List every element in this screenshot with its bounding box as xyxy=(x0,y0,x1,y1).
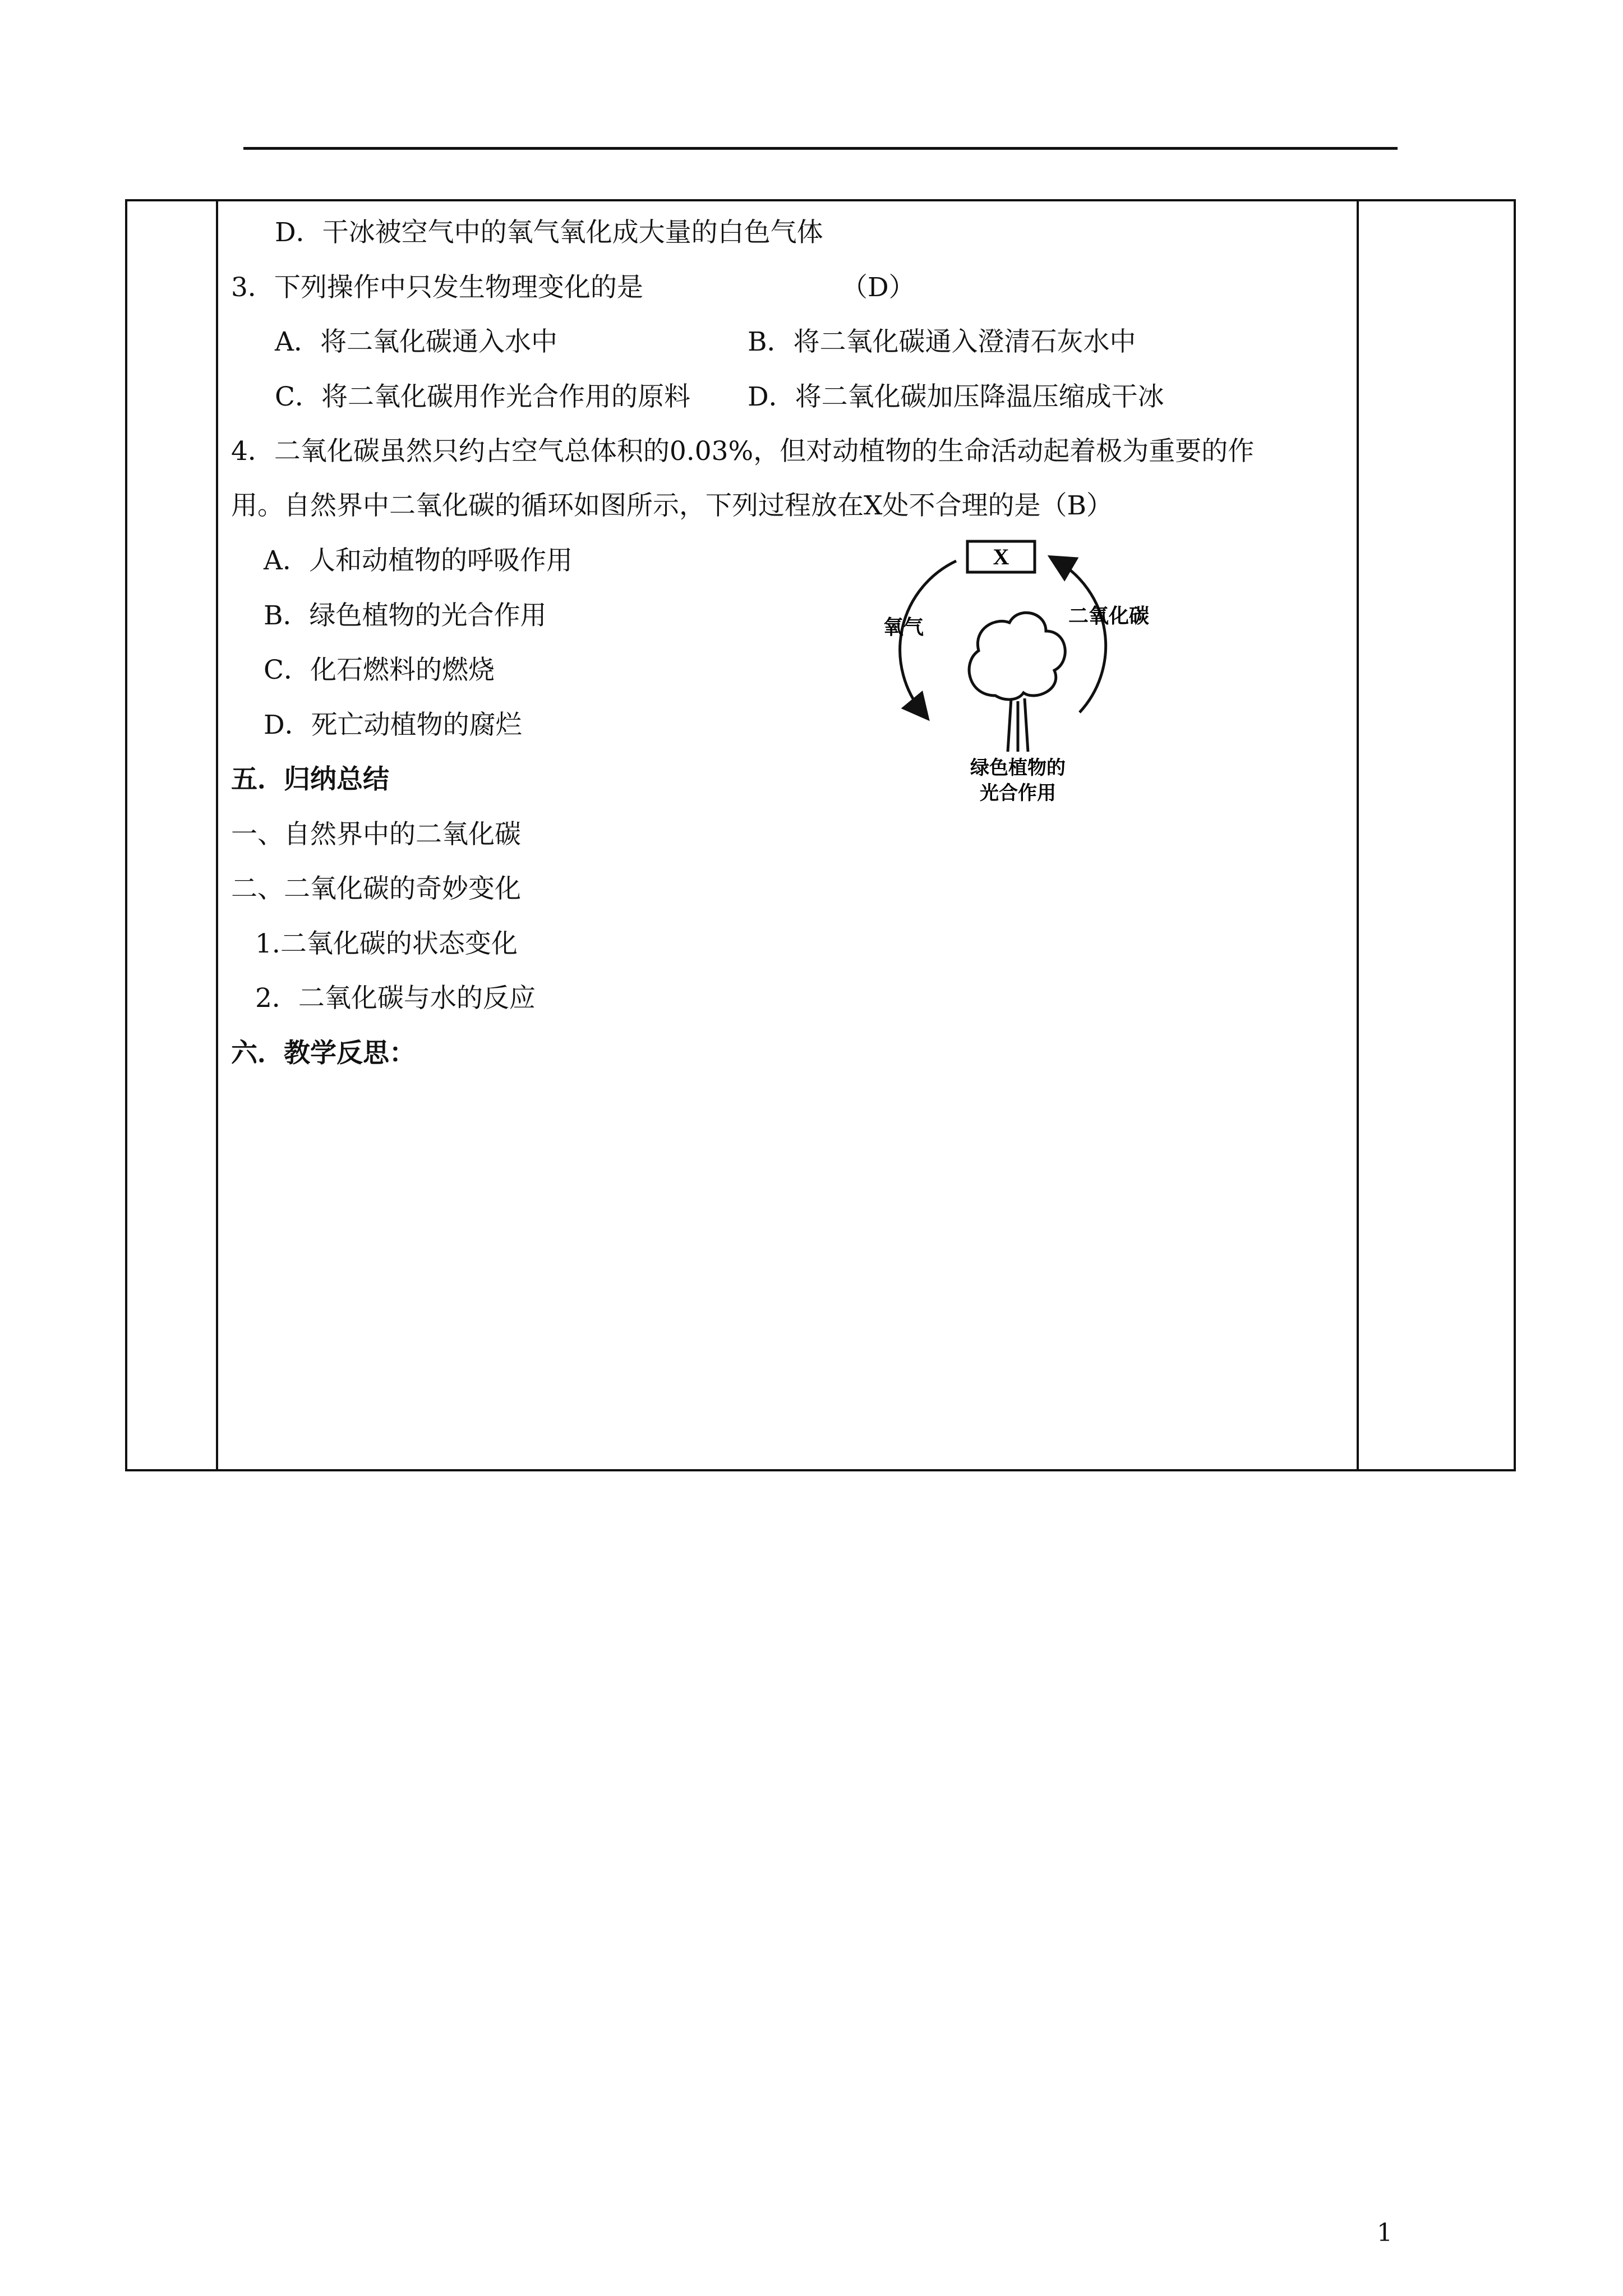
section5-item2: 二、二氧化碳的奇妙变化 xyxy=(231,873,521,904)
section5-title: 五．归纳总结 xyxy=(231,764,389,795)
carbon-cycle-diagram xyxy=(883,533,1175,813)
diagram-caption-line1: 绿色植物的 xyxy=(970,757,1066,779)
q4-stem-line2: 用。自然界中二氧化碳的循环如图所示，下列过程放在X处不合理的是（B） xyxy=(231,490,1113,521)
q3-answer: （D） xyxy=(841,272,915,303)
q3-option-a: A．将二氧化碳通入水中 xyxy=(275,326,557,357)
q4-option-d: D．死亡动植物的腐烂 xyxy=(264,710,522,740)
section6-title: 六．教学反思： xyxy=(231,1038,416,1069)
q3-option-d: D．将二氧化碳加压降温压缩成干冰 xyxy=(748,381,1164,412)
tree-icon xyxy=(969,613,1065,752)
table-column-divider-right xyxy=(1357,201,1359,1469)
q3-option-c: C．将二氧化碳用作光合作用的原料 xyxy=(275,381,690,412)
diagram-caption-line2: 光合作用 xyxy=(980,782,1056,804)
q4-stem-line1: 4．二氧化碳虽然只约占空气总体积的0.03%，但对动植物的生命活动起着极为重要的作 xyxy=(231,436,1255,467)
q4-option-a: A．人和动植物的呼吸作用 xyxy=(264,545,573,576)
x-box-label: X xyxy=(993,544,1009,569)
oxygen-label: 氧气 xyxy=(883,616,924,639)
q3-stem: 3．下列操作中只发生物理变化的是 xyxy=(231,272,643,303)
co2-label: 二氧化碳 xyxy=(1068,605,1150,628)
page-number: 1 xyxy=(1377,2219,1393,2247)
cycle-arc-right xyxy=(1057,561,1106,712)
section5-item1: 一、自然界中的二氧化碳 xyxy=(231,819,521,850)
section5-sub2: 2．二氧化碳与水的反应 xyxy=(255,983,536,1014)
table-column-divider-left xyxy=(216,201,218,1469)
q2-option-d: D．干冰被空气中的氧气氧化成大量的白色气体 xyxy=(275,217,823,248)
q4-option-b: B．绿色植物的光合作用 xyxy=(264,600,547,631)
section5-sub1: 1.二氧化碳的状态变化 xyxy=(255,928,518,959)
header-rule xyxy=(243,147,1398,150)
q4-option-c: C．化石燃料的燃烧 xyxy=(264,655,495,685)
q3-option-b: B．将二氧化碳通入澄清石灰水中 xyxy=(748,326,1136,357)
